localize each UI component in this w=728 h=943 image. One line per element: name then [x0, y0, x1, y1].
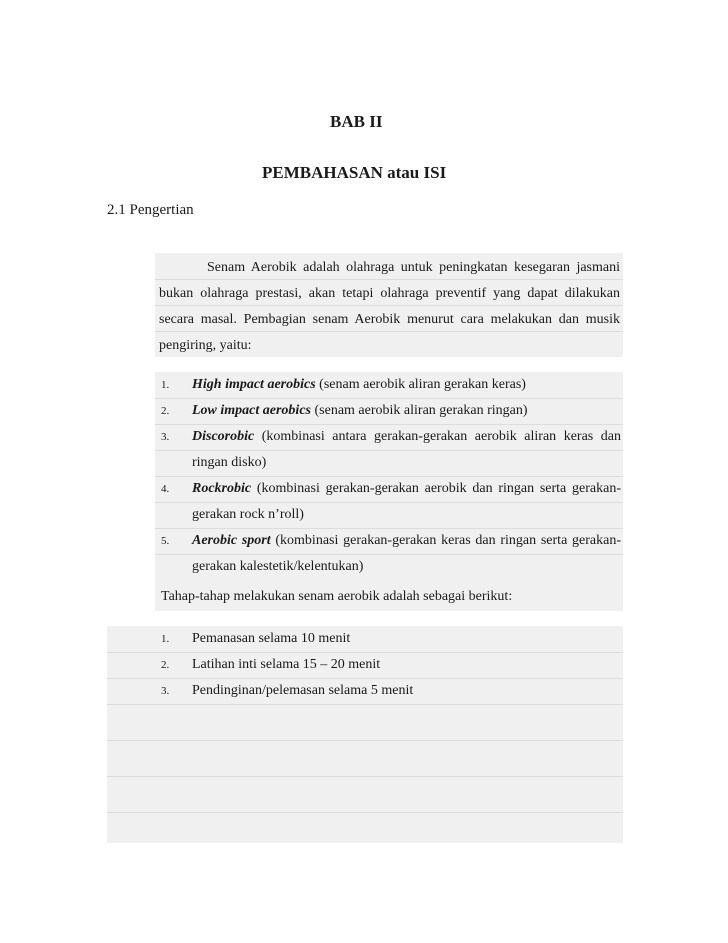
list-item: 1. Pemanasan selama 10 menit	[161, 631, 351, 646]
steps-list	[155, 626, 623, 704]
list-item: 2. Latihan inti selama 15 – 20 menit	[161, 657, 381, 672]
chapter-subtitle: PEMBAHASAN atau ISI	[262, 163, 447, 182]
list-item: 3. Discorobic (kombinasi antara gerakan-gerakan aerobik aliran keras dan ringan disko)	[161, 429, 621, 470]
steps-block	[107, 626, 623, 843]
list-item: 4. Rockrobic (kombinasi gerakan-gerakan aerobik dan ringan serta gerakan-gerakan rock n’roll)	[161, 481, 621, 522]
intro-paragraph-block	[155, 253, 623, 357]
steps-intro: Tahap-tahap melakukan senam aerobik adalah sebagai berikut:	[161, 589, 513, 604]
list-item: 1. High impact aerobics (senam aerobik aliran gerakan keras)	[161, 377, 526, 392]
section-title: 2.1 Pengertian	[107, 202, 194, 218]
aerobic-types-list	[155, 372, 623, 580]
intro-paragraph: Senam Aerobik adalah olahraga untuk peningkatan kesegaran jasmani bukan olahraga prestasi, akan tetapi olahraga preventif yang dapat dilakukan secara masal. Pembagian senam Aerobik menurut cara melakukan dan musik pengiring, yaitu:	[159, 260, 620, 353]
list-item: 3. Pendinginan/pelemasan selama 5 menit	[161, 683, 414, 698]
aerobic-types-block	[155, 372, 623, 611]
list-item: 5. Aerobic sport (kombinasi gerakan-gerakan keras dan ringan serta gerakan-gerakan kalestetik/kelentukan)	[161, 533, 621, 574]
list-item: 2. Low impact aerobics (senam aerobik aliran gerakan ringan)	[161, 403, 528, 418]
chapter-title: BAB II	[330, 112, 383, 131]
